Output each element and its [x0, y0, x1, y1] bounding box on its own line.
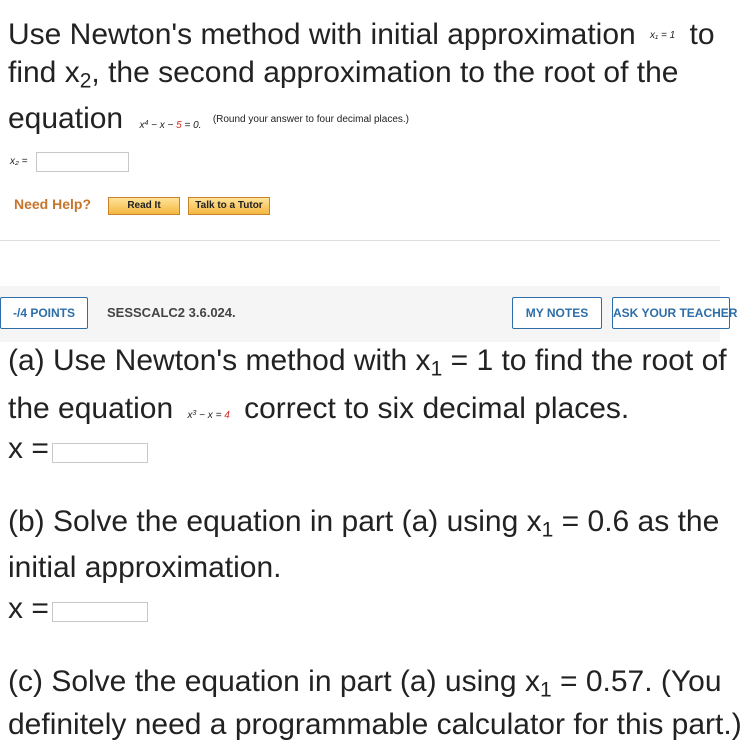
- part-a-eq-num: 4: [224, 410, 230, 421]
- q1-equation: [139, 120, 201, 131]
- q1-eq-x: x: [139, 120, 145, 131]
- part-a-equation: [188, 410, 230, 421]
- need-help-label: Need Help?: [14, 196, 92, 212]
- q1-eq-end: = 0.: [181, 120, 202, 131]
- q1-to-text: to: [689, 18, 715, 51]
- part-b-line2: initial approximation.: [8, 551, 282, 584]
- q1-round-note: (Round your answer to four decimal places.): [212, 114, 410, 126]
- q1-line1-text: Use Newton's method with initial approximation: [8, 18, 636, 51]
- q1-eq-exp: 4: [144, 119, 149, 127]
- part-a-answer-label: x =: [8, 432, 49, 465]
- part-a-sub: 1: [430, 357, 443, 381]
- part-c-sub: 1: [539, 678, 552, 702]
- q1-line2-b: , the second approximation to the root of the: [91, 56, 679, 89]
- part-a-text2-b: correct to six decimal places.: [244, 392, 630, 425]
- part-b-text1-a: (b) Solve the equation in part (a) using x: [8, 505, 542, 538]
- q1-line3: [8, 100, 409, 145]
- part-a-answer-input[interactable]: [52, 443, 148, 463]
- q1-eq-minus: − x −: [148, 120, 177, 131]
- part-a-line2: [8, 390, 629, 435]
- part-c-text1-b: = 0.57. (You: [551, 665, 722, 698]
- part-b-answer-input[interactable]: [52, 602, 148, 622]
- part-a-text1-b: = 1 to find the root of: [442, 344, 727, 377]
- q1-line2-sub: 2: [79, 69, 92, 93]
- part-a-eq-b: − x =: [196, 410, 225, 421]
- q1-line1: [8, 16, 715, 55]
- ask-your-teacher-button[interactable]: ASK YOUR TEACHER: [612, 297, 730, 329]
- part-b-text1-b: = 0.6 as the: [553, 505, 720, 538]
- part-a-line1: [8, 342, 727, 388]
- q1-answer-label: x₂ =: [10, 156, 28, 167]
- part-a-eq-x: x: [187, 410, 193, 421]
- q1-answer-input[interactable]: [36, 152, 129, 172]
- part-b-line1: [8, 503, 719, 549]
- question-code: SESSCALC2 3.6.024.: [107, 305, 236, 320]
- talk-to-tutor-button[interactable]: Talk to a Tutor: [188, 197, 270, 215]
- divider: [0, 240, 720, 241]
- q1-equation-word: equation: [8, 102, 124, 135]
- points-badge: -/4 POINTS: [0, 297, 88, 329]
- part-a-text1-a: (a) Use Newton's method with x: [8, 344, 431, 377]
- read-it-button[interactable]: Read It: [108, 197, 180, 215]
- q1-line2: [8, 54, 678, 100]
- part-c-line1: [8, 663, 722, 709]
- my-notes-button[interactable]: MY NOTES: [512, 297, 602, 329]
- initial-approx: x₁ = 1: [650, 30, 676, 42]
- q1-line2-a: find x: [8, 56, 80, 89]
- part-b-answer-label: x =: [8, 592, 49, 625]
- q1-eq-num: 5: [176, 120, 182, 131]
- part-a-text2-a: the equation: [8, 392, 174, 425]
- part-a-eq-exp: 3: [192, 409, 197, 417]
- part-c-line2: definitely need a programmable calculator for this part.): [8, 708, 742, 741]
- part-c-text1-a: (c) Solve the equation in part (a) using x: [8, 665, 540, 698]
- part-b-sub: 1: [541, 518, 554, 542]
